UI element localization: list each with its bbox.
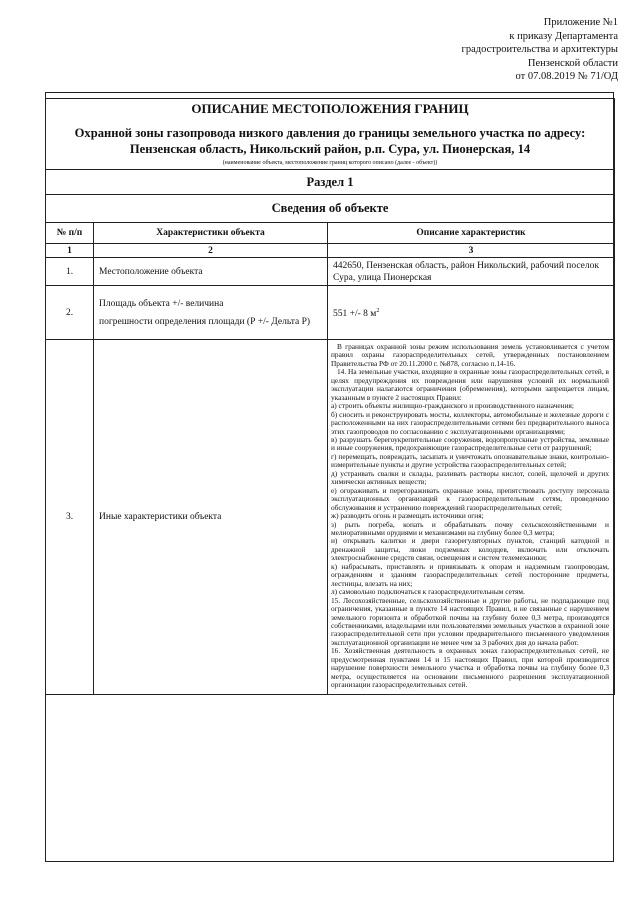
row-description [328,286,615,340]
section-title-row [46,195,615,223]
area-unit-exponent: 2 [376,307,380,314]
column-number: 3 [328,244,615,258]
restriction-paragraph: 15. Лесохозяйственные, сельскохозяйственные и другие работы, не подпадающие под ограничения, указанные в пункте 14 настоящих Правил, и не связанные с нарушением земельного горизонта и обработкой почвы на глубину более 0,3 метра, производятся собственниками, владельцами или пользователями земельных участков в охранной зоне газораспределительной сети при условии предварительного письменного уведомления эксплуатационной организации не менее чем за 3 рабочих дня до начала работ. [331,595,609,647]
restriction-paragraph: 16. Хозяйственная деятельность в охранных зонах газораспределительных сетей, не предусмотренная пунктами 14 и 15 настоящих Правил, при которой производится нарушение поверхности земельного участка и обработка почвы на глубину более 0,3 метра, осуществляется на основании письменного разрешения эксплуатационной организации газораспределительных сетей. [331,646,609,690]
column-header: Описание характеристик [328,223,615,244]
title-cell [46,99,615,170]
restriction-paragraph: л) самовольно подключаться к газораспределительным сетям. [331,587,525,597]
table-row [46,286,615,340]
restriction-paragraph: г) перемещать, повреждать, засыпать и уничтожать опознавательные знаки, контрольно-измерительные пункты и другие устройства газораспределительных сетей; [331,451,609,470]
restriction-paragraph: 14. На земельные участки, входящие в охранные зоны газораспределительных сетей, в целях предупреждения их повреждения или нарушения условий их нормальной эксплуатации налагаются ограничения (обременения), которыми запрещается лицам, указанным в пункте 2 настоящих Правил: [331,367,609,402]
section-row [46,170,615,195]
row-number: 2. [46,286,94,340]
row-description: 442650, Пензенская область, район Никольский, рабочий поселок Сура, улица Пионерская [328,258,615,286]
order-reference [462,16,618,84]
table-row [46,258,615,286]
boundary-description-table [45,92,615,695]
column-header: Характеристики объекта [94,223,328,244]
column-number: 1 [46,244,94,258]
header-line: Приложение №1 [543,17,618,28]
area-label-line: погрешности определения площади (Р +/- Дельта Р) [99,316,311,327]
restriction-paragraph: ж) разводить огонь и размещать источники огня; [331,511,484,521]
restrictions-text [328,340,615,695]
column-header-row [46,223,615,244]
row-number: 1. [46,258,94,286]
restriction-paragraph: б) сносить и реконструировать мосты, коллекторы, автомобильные и железные дороги с расположенными на них газораспределительными сетями без предварительного выноса этих газопроводов по согласованию с эксплуатационными организациями; [331,409,609,436]
restriction-paragraph: з) рыть погреба, копать и обрабатывать почву сельскохозяйственными и мелиоративными орудиями и механизмами на глубину более 0,3 метра; [331,519,609,537]
area-label-line: Площадь объекта +/- величина [99,298,224,309]
column-header: № п/п [46,223,94,244]
restriction-paragraph: В границах охранной зоны режим использования земель установливается с учетом правил охраны газораспределительных сетей, утвержденных постановлением Правительства РФ от 20.11.2000 г. №878, согласно п.14-16. [331,342,609,368]
section-label: Раздел 1 [46,170,615,195]
row-number: 3. [46,340,94,695]
document-subtitle: Охранной зоны газопровода низкого давления до границы земельного участка по адресу: Пензенская область, Никольский район, р.п. Сура, ул. Пионерская, 14 [74,126,586,156]
header-line: к приказу Департамента [509,30,618,42]
table-row [46,340,615,695]
column-number: 2 [94,244,328,258]
row-characteristic: Местоположение объекта [94,258,328,286]
restriction-paragraph: е) огораживать и перегораживать охранные зоны, препятствовать доступу персонала эксплуатационных организаций к газораспределительным сетям, проведению обслуживания и устранению повреждений газораспределительных сетей; [331,485,609,512]
restriction-paragraph: и) открывать калитки и двери газорегуляторных пунктов, станций катодной и дренажной защиты, люки подземных колодцев, включать или отключать электроснабжение средств связи, освещения и систем телемеханики; [331,536,609,563]
header-line: от 07.08.2019 № 71/ОД [515,71,618,83]
restriction-paragraph: в) разрушать берегоукрепительные сооружения, водопропускные устройства, земляные и иные сооружения, предохраняющие газораспределительные сети от разрушений; [331,434,609,453]
row-characteristic [94,286,328,340]
restriction-paragraph: а) строить объекты жилищно-гражданского и производственного назначения; [331,401,574,411]
document-title: ОПИСАНИЕ МЕСТОПОЛОЖЕНИЯ ГРАНИЦ [191,101,469,116]
title-row [46,99,615,170]
row-characteristic: Иные характеристики объекта [94,340,328,695]
column-number-row [46,244,615,258]
header-line: градостроительства и архитектуры [461,44,618,56]
header-line: Пензенской области [527,57,618,69]
restriction-paragraph: к) набрасывать, приставлять и привязывать к опорам и надземным газопроводам, ограждениям и зданиям газораспределительных сетей посторонние предметы, лестницы, влезать на них; [331,561,609,588]
restriction-paragraph: д) устраивать свалки и склады, разливать растворы кислот, солей, щелочей и других химически активных веществ; [331,468,609,487]
area-value: 551 +/- 8 м [333,309,377,320]
section-title: Сведения об объекте [46,195,615,223]
object-caption: (наименование объекта, местоположение границ которого описано (далее - объект)) [222,160,438,166]
